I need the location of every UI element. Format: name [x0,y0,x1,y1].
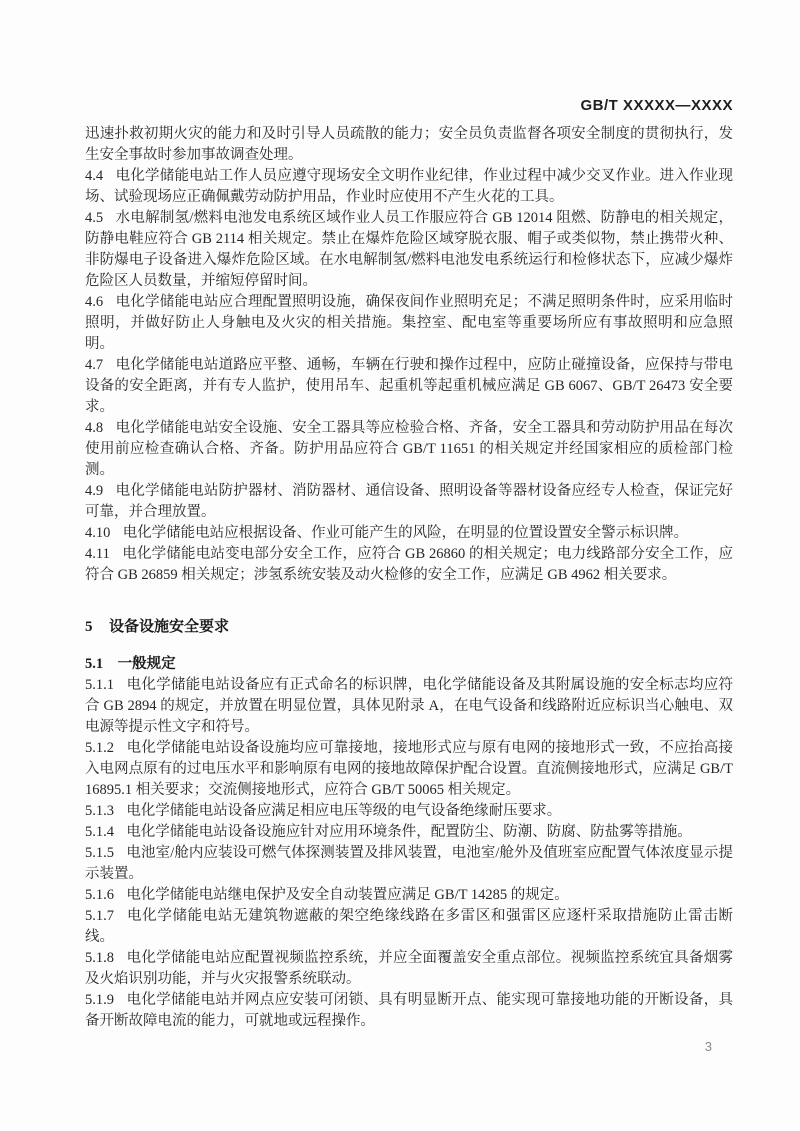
clause-text: 电化学储能电站应合理配置照明设施，确保夜间作业照明充足；不满足照明条件时，应采用临时照明，并做好防止人身触电及火灾的相关措施。集控室、配电室等重要场所应有事故照明和应急照明。 [85,294,733,352]
clause-text: 电化学储能电站安全设施、安全工器具等应检验合格、齐备，安全工器具和劳动防护用品在每次使用前应检查确认合格、齐备。防护用品应符合 GB/T 11651 的相关规定并经国家相应的质检部门检测。 [85,420,733,478]
clause-5-1-5 [85,843,733,885]
clause-5-1-7 [85,906,733,948]
clause-4-4 [85,166,733,208]
clause-text: 电化学储能电站无建筑物遮蔽的架空绝缘线路在多雷区和强雷区应逐杆采取措施防止雷击断线。 [85,908,733,945]
clause-text: 电化学储能电站应根据设备、作业可能产生的风险，在明显的位置设置安全警示标识牌。 [122,525,689,541]
section-title: 设备设施安全要求 [109,619,230,635]
clause-text: 电化学储能电站设备应满足相应电压等级的电气设备绝缘耐压要求。 [126,803,562,819]
page-number: 3 [704,1039,712,1054]
clause-4-11 [85,544,733,586]
clause-number: 5.1.6 [85,887,114,903]
clause-4-6 [85,292,733,355]
clause-text: 水电解制氢/燃料电池发电系统区域作业人员工作服应符合 GB 12014 阻燃、防静电的相关规定，防静电鞋应符合 GB 2114 相关规定。禁止在爆炸危险区域穿脱衣服、帽子或类似物，禁止携带火种、非防爆电子设备进入爆炸危险区域。在水电解制氢/燃料电池发电系统运行和检修状态下，应减少爆炸危险区人员数量，并缩短停留时间。 [85,210,733,289]
clause-text: 电化学储能电站应配置视频监控系统，并应全面覆盖安全重点部位。视频监控系统宜具备烟雾及火焰识别功能，并与火灾报警系统联动。 [85,950,733,987]
clause-text: 电化学储能电站设备应有正式命名的标识牌，电化学储能设备及其附属设施的安全标志均应符合 GB 2894 的规定，并放置在明显位置，具体见附录 A，在电气设备和线路附近应标识当心触电、双电源等提示性文字和符号。 [85,677,733,735]
clause-number: 4.6 [85,294,104,310]
clause-5-1-4 [85,822,733,843]
clause-number: 4.9 [85,483,104,499]
paragraph-continuation [85,124,733,166]
clause-text: 电化学储能电站并网点应安装可闭锁、具有明显断开点、能实现可靠接地功能的开断设备，具备开断故障电流的能力，可就地或远程操作。 [85,992,733,1029]
document-body [85,124,733,1032]
clause-number: 5.1.4 [85,824,114,840]
document-code-header: GB/T XXXXX—XXXX [580,97,733,114]
clause-text: 电化学储能电站设备设施均应可靠接地，接地形式应与原有电网的接地形式一致，不应抬高接入电网点原有的过电压水平和影响原有电网的接地故障保护配合设置。直流侧接地形式，应满足 GB/T 16895.1 相关要求；交流侧接地形式，应符合 GB/T 50065 相关规定。 [85,740,733,798]
clause-text: 电化学储能电站工作人员应遵守现场安全文明作业纪律，作业过程中减少交叉作业。进入作业现场、试验现场应正确佩戴劳动防护用品，作业时应使用不产生火花的工具。 [85,168,733,205]
clause-5-1-9 [85,990,733,1032]
clause-text: 电池室/舱内应装设可燃气体探测装置及排风装置，电池室/舱外及值班室应配置气体浓度显示提示装置。 [85,845,733,882]
clause-5-1-2 [85,738,733,801]
clause-number: 5.1.8 [85,950,114,966]
clause-number: 5.1.7 [85,908,114,924]
clause-4-5 [85,208,733,292]
clause-number: 4.7 [85,357,104,373]
clause-number: 4.8 [85,420,104,436]
clause-4-8 [85,418,733,481]
clause-text: 电化学储能电站设备设施应针对应用环境条件，配置防尘、防潮、防腐、防盐雾等措施。 [126,824,692,840]
clause-4-7 [85,355,733,418]
clause-5-1-1 [85,675,733,738]
clause-text: 电化学储能电站道路应平整、通畅，车辆在行驶和操作过程中，应防止碰撞设备，应保持与带电设备的安全距离，并有专人监护，使用吊车、起重机等起重机械应满足 GB 6067、GB/T 26473 安全要求。 [85,357,733,415]
section-number: 5.1 [85,656,104,672]
clause-number: 5.1.9 [85,992,114,1008]
clause-number: 4.4 [85,168,104,184]
clause-text: 电化学储能电站继电保护及安全自动装置应满足 GB/T 14285 的规定。 [126,887,569,903]
clause-4-10 [85,523,733,544]
clause-number: 4.11 [85,546,110,562]
clause-5-1-6 [85,885,733,906]
clause-number: 5.1.2 [85,740,114,756]
clause-number: 5.1.5 [85,845,114,861]
section-title: 一般规定 [117,656,176,672]
clause-4-9 [85,481,733,523]
clause-number: 4.5 [85,210,104,226]
clause-number: 4.10 [85,525,111,541]
clause-number: 5.1.3 [85,803,114,819]
section-heading-5 [85,616,733,638]
clause-text: 迅速扑救初期火灾的能力和及时引导人员疏散的能力；安全员负责监督各项安全制度的贯彻执行，发生安全事故时参加事故调查处理。 [85,126,733,163]
clause-text: 电化学储能电站变电部分安全工作，应符合 GB 26860 的相关规定；电力线路部分安全工作，应符合 GB 26859 相关规定；涉氢系统安装及动火检修的安全工作，应满足 GB 4962 相关要求。 [85,546,733,583]
section-heading-5-1 [85,653,733,675]
clause-number: 5.1.1 [85,677,114,693]
clause-5-1-3 [85,801,733,822]
clause-5-1-8 [85,948,733,990]
section-number: 5 [85,619,93,635]
clause-text: 电化学储能电站防护器材、消防器材、通信设备、照明设备等器材设备应经专人检查，保证完好可靠，并合理放置。 [85,483,733,520]
